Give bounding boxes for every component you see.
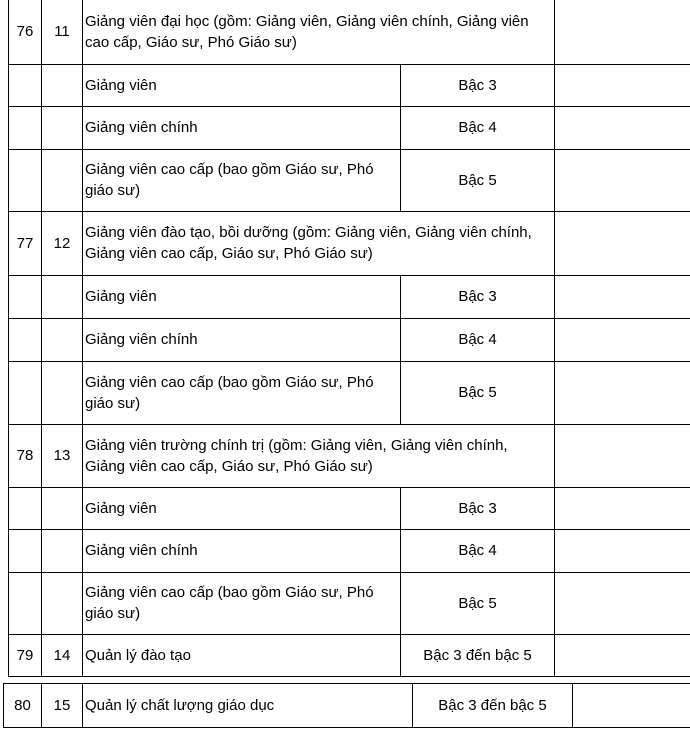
row-title: Giảng viên xyxy=(83,275,401,318)
row-extra xyxy=(555,529,690,572)
row-number xyxy=(9,529,42,572)
table-row xyxy=(9,318,690,361)
row-title: Giảng viên chính xyxy=(83,529,401,572)
row-extra xyxy=(555,64,690,106)
row-extra xyxy=(555,275,690,318)
row-extra xyxy=(555,572,690,634)
row-title: Giảng viên cao cấp (bao gồm Giáo sư, Phó giáo sư) xyxy=(83,572,401,634)
row-sub-number: 15 xyxy=(42,684,83,728)
row-number xyxy=(9,275,42,318)
table-row xyxy=(9,361,690,424)
row-extra xyxy=(555,424,690,487)
table-row xyxy=(9,572,690,634)
row-sub-number xyxy=(42,149,83,211)
row-title: Giảng viên chính xyxy=(83,106,401,149)
row-level: Bậc 3 xyxy=(401,64,555,106)
row-extra xyxy=(555,361,690,424)
row-sub-number: 14 xyxy=(42,634,83,676)
row-number: 78 xyxy=(9,424,42,487)
row-level: Bậc 4 xyxy=(401,318,555,361)
row-extra xyxy=(555,106,690,149)
row-title: Quản lý đào tạo xyxy=(83,634,401,676)
row-extra xyxy=(573,684,690,728)
row-level: Bậc 3 xyxy=(401,487,555,529)
row-level: Bậc 3 đến bậc 5 xyxy=(401,634,555,676)
row-sub-number xyxy=(42,106,83,149)
row-title: Giảng viên cao cấp (bao gồm Giáo sư, Phó giáo sư) xyxy=(83,361,401,424)
row-sub-number: 11 xyxy=(42,0,83,64)
row-sub-number xyxy=(42,487,83,529)
row-number xyxy=(9,361,42,424)
row-level: Bậc 4 xyxy=(401,529,555,572)
table-row xyxy=(9,487,690,529)
row-title: Giảng viên chính xyxy=(83,318,401,361)
row-level: Bậc 5 xyxy=(401,361,555,424)
row-sub-number xyxy=(42,318,83,361)
row-title: Giảng viên đào tạo, bồi dưỡng (gồm: Giảng viên, Giảng viên chính, Giảng viên cao cấp, Giáo sư, Phó Giáo sư) xyxy=(83,211,555,275)
row-number xyxy=(9,487,42,529)
row-level: Bậc 3 xyxy=(401,275,555,318)
row-title: Giảng viên xyxy=(83,64,401,106)
qualification-table xyxy=(8,0,690,677)
row-level: Bậc 5 xyxy=(401,572,555,634)
table-row xyxy=(9,529,690,572)
table-row xyxy=(9,211,690,275)
table-row xyxy=(9,634,690,676)
row-level: Bậc 5 xyxy=(401,149,555,211)
row-sub-number: 12 xyxy=(42,211,83,275)
row-extra xyxy=(555,634,690,676)
row-number xyxy=(9,149,42,211)
row-extra xyxy=(555,211,690,275)
table-row xyxy=(9,275,690,318)
qualification-table-continued xyxy=(3,683,690,728)
table-row xyxy=(9,424,690,487)
row-extra xyxy=(555,0,690,64)
table-row xyxy=(9,149,690,211)
row-title: Giảng viên trường chính trị (gồm: Giảng viên, Giảng viên chính, Giảng viên cao cấp, Giáo sư, Phó Giáo sư) xyxy=(83,424,555,487)
row-title: Quản lý chất lượng giáo dục xyxy=(83,684,413,728)
row-sub-number xyxy=(42,572,83,634)
row-number: 76 xyxy=(9,0,42,64)
row-title: Giảng viên cao cấp (bao gồm Giáo sư, Phó giáo sư) xyxy=(83,149,401,211)
row-extra xyxy=(555,149,690,211)
table-row xyxy=(9,106,690,149)
row-sub-number xyxy=(42,64,83,106)
row-title: Giảng viên đại học (gồm: Giảng viên, Giảng viên chính, Giảng viên cao cấp, Giáo sư, Phó Giáo sư) xyxy=(83,0,555,64)
row-sub-number xyxy=(42,361,83,424)
row-number xyxy=(9,572,42,634)
table-row xyxy=(9,0,690,64)
row-sub-number xyxy=(42,275,83,318)
row-number: 80 xyxy=(4,684,42,728)
row-number xyxy=(9,318,42,361)
table-row xyxy=(4,684,690,728)
row-sub-number: 13 xyxy=(42,424,83,487)
row-number: 77 xyxy=(9,211,42,275)
row-title: Giảng viên xyxy=(83,487,401,529)
row-sub-number xyxy=(42,529,83,572)
row-extra xyxy=(555,487,690,529)
row-number xyxy=(9,64,42,106)
row-level: Bậc 3 đến bậc 5 xyxy=(413,684,573,728)
table-row xyxy=(9,64,690,106)
row-number: 79 xyxy=(9,634,42,676)
row-level: Bậc 4 xyxy=(401,106,555,149)
row-number xyxy=(9,106,42,149)
row-extra xyxy=(555,318,690,361)
